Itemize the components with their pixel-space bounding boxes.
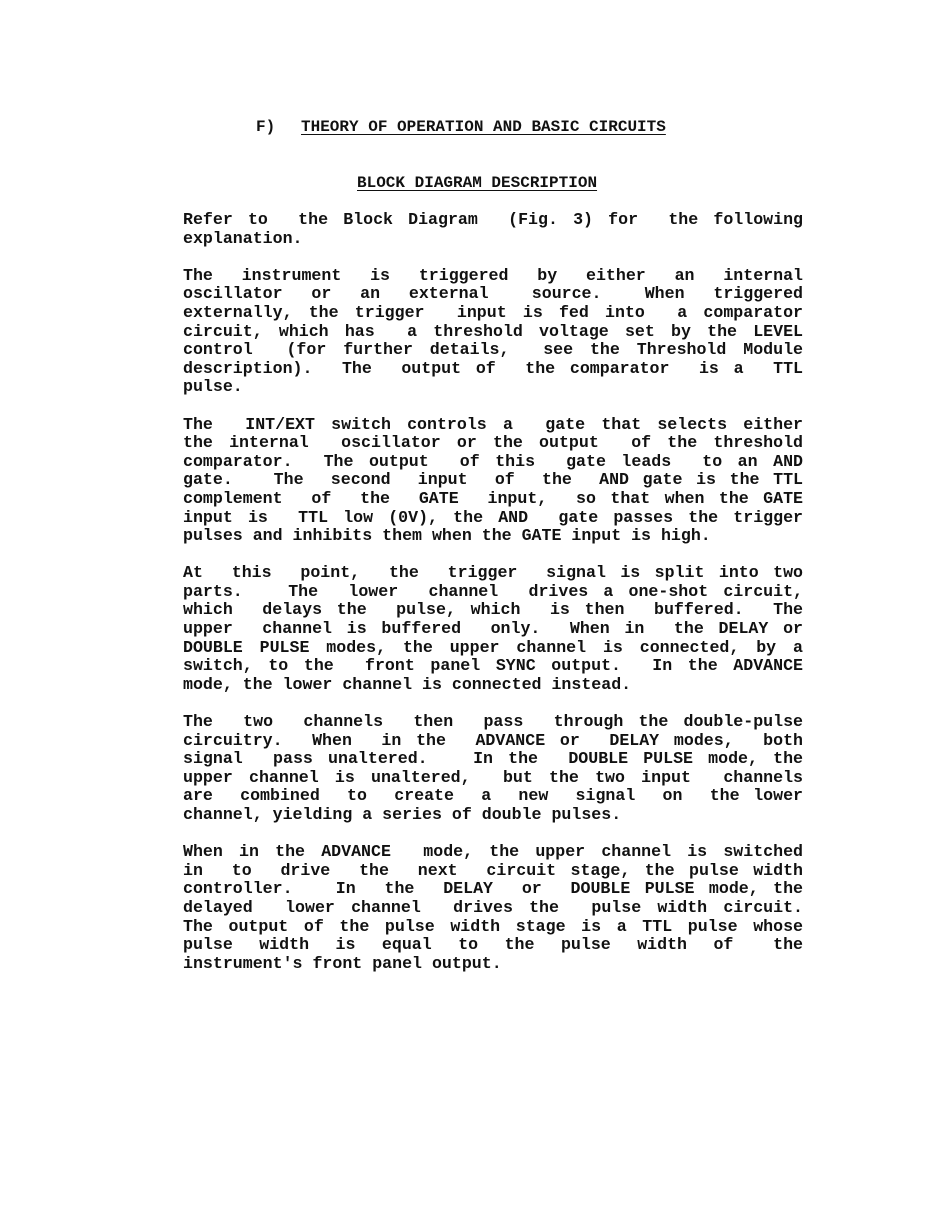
text-line: in to drive the next circuit stage, the pulse width <box>183 860 803 880</box>
text-line: The instrument is triggered by either an internal <box>183 265 803 285</box>
text-line: controller. In the DELAY or DOUBLE PULSE mode, the <box>183 879 803 899</box>
text-line: circuitry. When in the ADVANCE or DELAY modes, both <box>183 730 803 750</box>
text-line: The two channels then pass through the double-pulse <box>183 712 803 732</box>
text-line: The output of the pulse width stage is a TTL pulse whose <box>183 916 803 936</box>
paragraph <box>183 416 803 546</box>
text-line: pulse width is equal to the pulse width of the <box>183 935 803 955</box>
text-line: delayed lower channel drives the pulse width circuit. <box>183 897 803 917</box>
text-line: upper channel is unaltered, but the two input channels <box>183 767 803 787</box>
text-line: upper channel is buffered only. When in the DELAY or <box>183 619 803 639</box>
text-line: description). The output of the comparator is a TTL <box>183 358 803 378</box>
text-line: which delays the pulse, which is then buffered. The <box>183 600 803 620</box>
paragraph <box>183 211 803 248</box>
text-line: are combined to create a new signal on the lower <box>183 786 803 806</box>
subsection-title: BLOCK DIAGRAM DESCRIPTION <box>357 174 598 192</box>
paragraph <box>183 843 803 973</box>
text-line: pulses and inhibits them when the GATE input is high. <box>183 526 711 546</box>
text-line: the internal oscillator or the output of the threshold <box>183 433 803 453</box>
text-line: mode, the lower channel is connected instead. <box>183 674 632 694</box>
text-line: pulse. <box>183 377 243 397</box>
text-line: gate. The second input of the AND gate is the TTL <box>183 470 803 490</box>
text-line: The INT/EXT switch controls a gate that selects either <box>183 414 803 434</box>
text-line: Refer to the Block Diagram (Fig. 3) for the following <box>183 210 803 229</box>
text-line: explanation. <box>183 228 303 248</box>
section-heading <box>256 118 666 136</box>
text-line: channel, yielding a series of double pulses. <box>183 805 622 824</box>
paragraph <box>183 267 803 397</box>
text-line: instrument's front panel output. <box>183 953 502 973</box>
text-line: When in the ADVANCE mode, the upper channel is switched <box>183 842 803 862</box>
text-line: switch, to the front panel SYNC output. In the ADVANCE <box>183 656 803 676</box>
text-line: externally, the trigger input is fed into a comparator <box>183 302 803 322</box>
paragraph <box>183 564 803 694</box>
paragraph <box>183 713 803 825</box>
text-line: comparator. The output of this gate leads to an AND <box>183 451 803 471</box>
text-line: DOUBLE PULSE modes, the upper channel is connected, by a <box>183 637 803 657</box>
text-line: circuit, which has a threshold voltage set by the LEVEL <box>183 321 803 341</box>
text-line: control (for further details, see the Threshold Module <box>183 340 803 360</box>
text-line: At this point, the trigger signal is split into two <box>183 563 803 583</box>
text-line: parts. The lower channel drives a one-shot circuit, <box>183 581 803 601</box>
body-text <box>183 211 803 992</box>
text-line: signal pass unaltered. In the DOUBLE PULSE mode, the <box>183 749 803 769</box>
text-line: input is TTL low (0V), the AND gate passes the trigger <box>183 507 803 527</box>
text-line: complement of the GATE input, so that when the GATE <box>183 488 803 508</box>
section-letter: F) <box>256 118 276 136</box>
section-title: THEORY OF OPERATION AND BASIC CIRCUITS <box>301 118 666 136</box>
text-line: oscillator or an external source. When triggered <box>183 284 803 304</box>
